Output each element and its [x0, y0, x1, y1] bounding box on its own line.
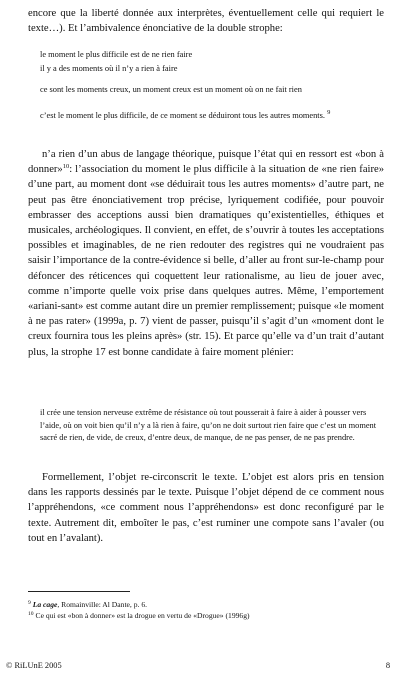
- quote-block-3: il crée une tension nerveuse extrême de résistance où tout pousserait à faire à aider à pousser vers l’aide, où on voit bien qu’il n’y a là rien à faire, qu’on ne doit surtout rien faire que c’est un moment sacré de rien, de vide, de creux, d’entre deux, de manque, de ne pas penser, de ne pas prendre.: [40, 408, 377, 443]
- footnote-text: Ce qui est «bon à donner» est la drogue en vertu de «Drogue» (1996g): [35, 611, 250, 620]
- footnote-10: [28, 609, 384, 621]
- paragraph-text: : l’association du moment le plus difficile à la situation de «ne rien faire» d’une part, au moment dont «se déduirait tous les autres moments» d’autre part, ne peut pas être énonciativement trop précise, lyriquement codifiée, pour pouvoir embrasser des acceptions aussi bien dramatiques qu’existentielles, éthiques et musicales, archéologiques. Il convient, en effet, de s’ouvrir à toutes les acceptations possibles et imaginables, de ne rien redouter des registres qui ne voudraient pas saisir l’importance de la contre-évidence si belle, d’aller au front sur-le-champ pour défoncer des réticences qui coquettent leur rationalisme, au lieu de jouer avec, comme n’importe quelle voix prise dans quelques autres. Même, l’emportement «ariani-sant» est comme autant dire un premier remplissement; puisque «le moment à ne pas rater» (1999a, p. 7) vient de passer, puisqu’il s’agit d’un «moment dont le creux fournira tous les pleins après» (str. 15). Et parce qu’elle va d’un trait d’autant plus, la strophe 17 est bonne candidate à faire moment plénier:: [28, 164, 384, 358]
- copyright-footer: © RiLUnE 2005: [6, 661, 62, 670]
- paragraph-text: n’a rien d’un abus de langage théorique, puisque l’état qui en ressort est «bon à donner»: [28, 149, 384, 176]
- page-number: 8: [385, 661, 390, 670]
- footnote-ref[interactable]: 9: [327, 109, 331, 116]
- footnote-number: 10: [28, 611, 34, 617]
- footnote-title: La cage: [32, 600, 58, 609]
- paragraph-main: [28, 147, 384, 360]
- quote-line: le moment le plus difficile est de ne rien faire: [40, 50, 193, 59]
- paragraph-closing: Formellement, l’objet re-circonscrit le texte. L’objet est alors pris en tension dans les rapports dessinés par le texte. Puisque l’objet dépend de ce comment nous l’appréhendons, «ce comment nous l’appréhendons» est donc reconfiguré par le texte. Autrement dit, emboîter le pas, c’est ruminer une compote sans l’avaler (ou tout en l’avalant).: [28, 472, 384, 544]
- footnote-number: 9: [28, 600, 31, 606]
- footnote-separator: [28, 591, 130, 592]
- quote-line: [40, 110, 380, 123]
- quote-line: il y a des moments où il n’y a rien à faire: [40, 64, 178, 73]
- quote-line-text: c’est le moment le plus difficile, de ce moment se déduiront tous les autres moments.: [40, 111, 325, 120]
- footnote-text: , Romainville: Al Dante, p. 6.: [57, 600, 148, 609]
- paragraph-intro: encore que la liberté donnée aux interprètes, éventuellement celle qui requiert le texte…). Et l’ambivalence énonciative de la double strophe:: [28, 8, 384, 35]
- quote-line: ce sont les moments creux, un moment creux est un moment où on ne fait rien: [40, 85, 302, 94]
- footnote-ref[interactable]: 10: [62, 163, 70, 171]
